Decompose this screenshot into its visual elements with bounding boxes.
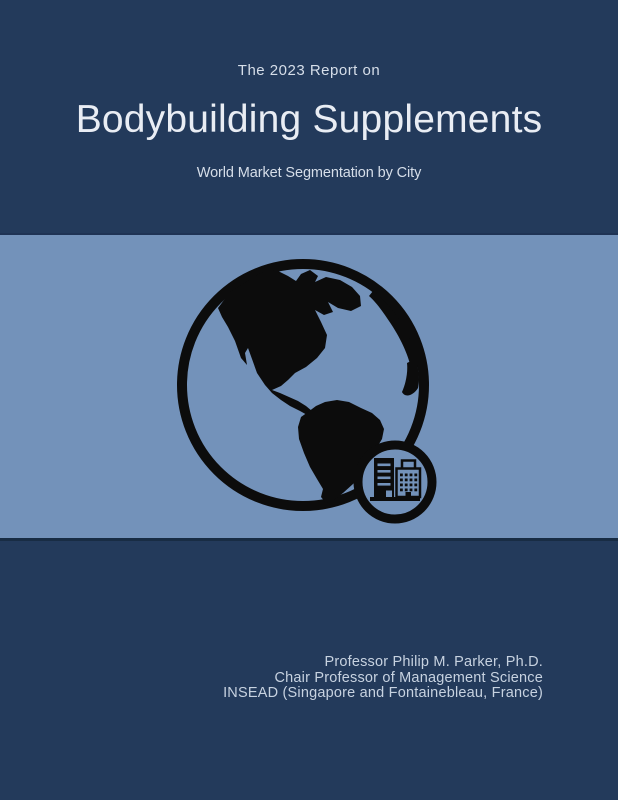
city-buildings-badge-icon [358,445,432,519]
author-institution: INSEAD (Singapore and Fontainebleau, France) [223,685,543,702]
author-name: Professor Philip M. Parker, Ph.D. [324,654,543,670]
north-america-shape [218,270,361,416]
author-block [223,655,543,702]
report-title: Bodybuilding Supplements [75,98,543,141]
report-subtitle: World Market Segmentation by City [196,165,422,181]
author-role: Chair Professor of Management Science [274,669,543,686]
east-landmass-blob [402,359,419,395]
globe-americas-icon [158,240,448,530]
illustration-band [0,233,618,541]
globe-illustration [158,240,448,530]
report-edition-line: The 2023 Report on [237,62,381,79]
